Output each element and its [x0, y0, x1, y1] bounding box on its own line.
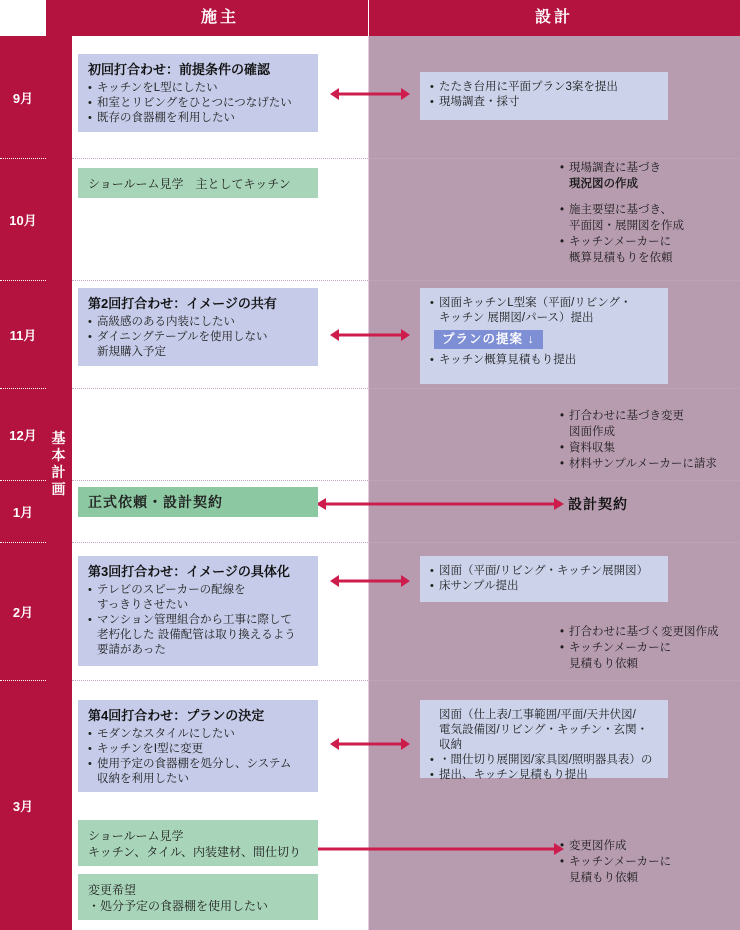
header-design: 設計: [534, 9, 573, 26]
list-item: • 材料サンプルメーカーに請求: [560, 456, 740, 472]
month-cell: [0, 158, 46, 280]
flow-box-text: 正式依頼・設計契約: [88, 494, 223, 510]
flow-box-text: ショールーム見学: [88, 829, 184, 843]
list-item: 図面（仕上表/工事範囲/平面/天井伏図/: [439, 709, 636, 721]
month-cell: [0, 680, 46, 930]
flow-arrow-arrow-contract: [316, 495, 564, 511]
list-item: • 和室とリビングをひとつにつなげたい: [88, 96, 308, 111]
list-item: • 施主要望に基づき、: [560, 202, 736, 218]
month-label: 11月: [9, 328, 37, 343]
list-item: 老朽化した 設備配管は取り換えるよう: [97, 629, 296, 641]
month-guideline: [72, 542, 740, 543]
list-item: 見積もり依頼: [569, 658, 638, 670]
month-guideline: [72, 280, 740, 281]
list-item: • キッチンをL型にしたい: [88, 81, 308, 96]
flow-box-title: 第2回打合わせ：イメージの共有: [88, 296, 277, 311]
design-note-design-note-4: [560, 838, 740, 886]
list-item: • モダンなスタイルにしたい: [88, 727, 308, 742]
flow-box-text: キッチン、タイル、内装建材、間仕切り: [88, 845, 302, 859]
list-item: • キッチンをⅠ型に変更: [88, 742, 308, 757]
month-guideline: [72, 680, 740, 681]
month-cell: [0, 480, 46, 542]
list-item: 見積もり依頼: [569, 872, 638, 884]
list-item: 要請があった: [97, 644, 166, 656]
month-label: 10月: [9, 213, 37, 228]
list-item: • キッチンメーカーに: [560, 640, 740, 656]
list-item: • 図面キッチンL型案（平面/リビング・: [430, 296, 658, 311]
list-item: • たたき台用に平面プラン3案を提出: [430, 80, 658, 95]
list-item: • 現場調査に基づき: [560, 160, 736, 176]
month-guideline: [72, 480, 740, 481]
list-item: • キッチン概算見積もり提出: [430, 353, 658, 368]
flow-box-title: 初回打合わせ：前提条件の確認: [88, 62, 271, 77]
flow-box-formal-request: [78, 487, 318, 517]
month-guideline: [72, 158, 740, 159]
flow-box-title: 第4回打合わせ：プランの決定: [88, 708, 265, 723]
list-item: • 打合わせに基づき変更: [560, 408, 740, 424]
flow-box-meeting-2: [78, 288, 318, 366]
flow-box-meeting-3: [78, 556, 318, 666]
list-item: • 図面（平面/リビング・キッチン展開図）: [430, 564, 658, 579]
flow-box-text: ショールーム見学 主としてキッチン: [88, 177, 291, 191]
month-guideline: [72, 388, 740, 389]
list-item: キッチン 展開図/パース）提出: [439, 312, 594, 324]
flow-box-design-4: [420, 700, 668, 781]
list-item: • 床サンプル提出: [430, 579, 658, 594]
list-item: • 既存の食器棚を利用したい: [88, 111, 308, 126]
flow-box-design-1: [420, 72, 668, 120]
list-item: • ダイニングテーブルを使用しない: [88, 330, 308, 345]
column-divider: [368, 36, 369, 930]
month-label: 9月: [12, 90, 34, 106]
month-label: 1月: [12, 505, 34, 520]
design-note-design-note-3: [560, 624, 740, 672]
list-item: • マンション管理組合から工事に際して: [88, 613, 308, 628]
month-cell: [0, 388, 46, 480]
flow-arrow-arrow-showroom: [316, 840, 564, 856]
flow-box-title: 第3回打合わせ：イメージの具体化: [88, 564, 290, 579]
list-item: • 資料収集: [560, 440, 740, 456]
month-cell: [0, 36, 46, 158]
plan-phase-label: 基 本 計 画: [51, 430, 67, 497]
list-item: • 提出、キッチン見積もり提出: [430, 768, 658, 783]
list-item: • 打合わせに基づく変更図作成: [560, 624, 740, 640]
list-item: 現況図の作成: [569, 178, 638, 190]
list-item: 収納を利用したい: [97, 773, 189, 785]
month-label: 2月: [12, 605, 34, 620]
month-label: 12月: [9, 428, 37, 443]
flow-box-meeting-4: [78, 700, 318, 792]
month-cell: [0, 542, 46, 680]
flow-box-design-2: [420, 288, 668, 384]
list-item: すっきりさせたい: [97, 599, 189, 611]
flow-box-change-request: [78, 874, 318, 920]
list-item: • テレビのスピーカーの配線を: [88, 583, 308, 598]
flow-arrow-arrow-1: [330, 85, 410, 101]
flow-box-text: ・処分予定の食器棚を使用したい: [88, 899, 269, 913]
flow-box-text: 変更希望: [88, 883, 137, 897]
list-item: • 現場調査・採寸: [430, 95, 658, 110]
flow-box-meeting-1: [78, 54, 318, 132]
header-owner: 施主: [200, 9, 239, 26]
flow-arrow-arrow-2: [330, 326, 410, 342]
design-note-design-note-1: [560, 160, 736, 266]
flow-arrow-arrow-3: [330, 572, 410, 588]
list-item: • キッチンメーカーに: [560, 234, 736, 250]
list-item: 電気設備図/リビング・キッチン・玄関・収納: [439, 724, 649, 751]
design-contract-label: 設計契約: [568, 496, 628, 512]
list-item: • 高級感のある内装にしたい: [88, 315, 308, 330]
design-note-design-note-2: [560, 408, 740, 472]
list-item: • キッチンメーカーに: [560, 854, 740, 870]
list-item: • 変更図作成: [560, 838, 740, 854]
flow-box-showroom-2: [78, 820, 318, 866]
list-item: • ・間仕切り展開図/家具図/照明器具表）の: [430, 753, 658, 768]
flow-box-design-3: [420, 556, 668, 602]
flow-box-showroom-1: [78, 168, 318, 198]
month-label: 3月: [12, 799, 34, 814]
list-item: 概算見積もりを依頼: [569, 252, 673, 264]
list-item: 平面図・展開図を作成: [569, 220, 684, 232]
month-cell: [0, 280, 46, 388]
list-item: 図面作成: [569, 426, 615, 438]
list-item: • 使用予定の食器棚を処分し、システム: [88, 757, 308, 772]
plan-proposal-badge: プランの提案 ↓: [434, 330, 543, 349]
list-item: 新規購入予定: [97, 346, 166, 358]
flow-arrow-arrow-4: [330, 735, 410, 751]
